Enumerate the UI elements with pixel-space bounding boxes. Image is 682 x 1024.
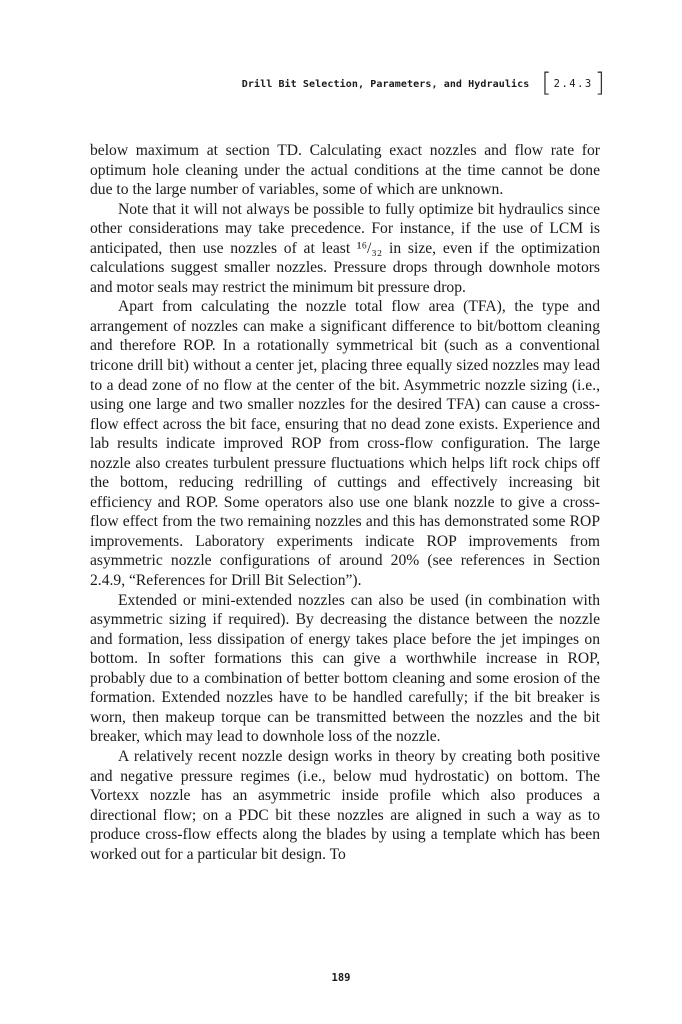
section-reference <box>541 68 605 98</box>
paragraph-nozzle-arrangement: Apart from calculating the nozzle total flow area (TFA), the type and arrangement of nozzles can make a significant difference to bit/bottom cleaning and therefore ROP. In a rotationally symmetrical bit (such as a conventional tricone drill bit) without a center jet, placing three equally sized nozzles may lead to a dead zone of no flow at the center of the bit. Asymmetric nozzle sizing (i.e., using one large and two smaller nozzles for the desired TFA) can cause a cross-flow effect across the bit face, ensuring that no dead zone exists. Experience and lab results indicate improved ROP from cross-flow configuration. The large nozzle also creates turbulent pressure fluctuations which helps lift rock chips off the bottom, reducing redrilling of cuttings and effectively increasing bit efficiency and ROP. Some operators also use one blank nozzle to give a cross-flow effect from the two remaining nozzles and this has demonstrated some ROP improvements. Laboratory experiments indicate ROP improvements from asymmetric nozzle configurations of around 20% (see references in Section 2.4.9, “References for Drill Bit Selection”). <box>90 298 600 590</box>
running-title: Drill Bit Selection, Parameters, and Hydraulics <box>241 78 530 90</box>
paragraph-vortexx-nozzle: A relatively recent nozzle design works in theory by creating both positive and negative pressure regimes (i.e., below mud hydrostatic) on bottom. The Vortexx nozzle has an asymmetric inside profile which also produces a directional flow; on a PDC bit these nozzles are aligned in such a way as to produce cross-flow effects along the blades by using a template which has been worked out for a particular bit design. To <box>90 747 600 863</box>
page-number: 189 <box>331 972 351 984</box>
paragraph-continued: below maximum at section TD. Calculating exact nozzles and flow rate for optimum hole cleaning under the actual conditions at the time cannot be done due to the large number of variables, some of which are unknown. <box>90 142 600 199</box>
paragraph-lcm-nozzles: Note that it will not always be possible to fully optimize bit hydraulics since other considerations may take precedence. For instance, if the use of LCM is anticipated, then use nozzles of at least ¹⁶/₃₂ in size, even if the optimization calculations suggest smaller nozzles. Pressure drops through downhole motors and motor seals may restrict the minimum bit pressure drop. <box>90 200 600 296</box>
left-bracket: [ <box>541 68 552 98</box>
right-bracket: ] <box>594 68 605 98</box>
body-text <box>90 141 600 864</box>
section-number: 2.4.3 <box>553 78 593 90</box>
paragraph-extended-nozzles: Extended or mini-extended nozzles can also be used (in combination with asymmetric sizing if required). By decreasing the distance between the nozzle and formation, less dissipation of energy takes place before the jet impinges on bottom. In softer formations this can give a worthwhile increase in ROP, probably due to a combination of better bottom cleaning and some erosion of the formation. Extended nozzles have to be handled carefully; if the bit breaker is worn, then makeup torque can be transmitted between the nozzles and the bit breaker, which may lead to downhole loss of the nozzle. <box>90 591 600 746</box>
running-head <box>90 66 605 102</box>
